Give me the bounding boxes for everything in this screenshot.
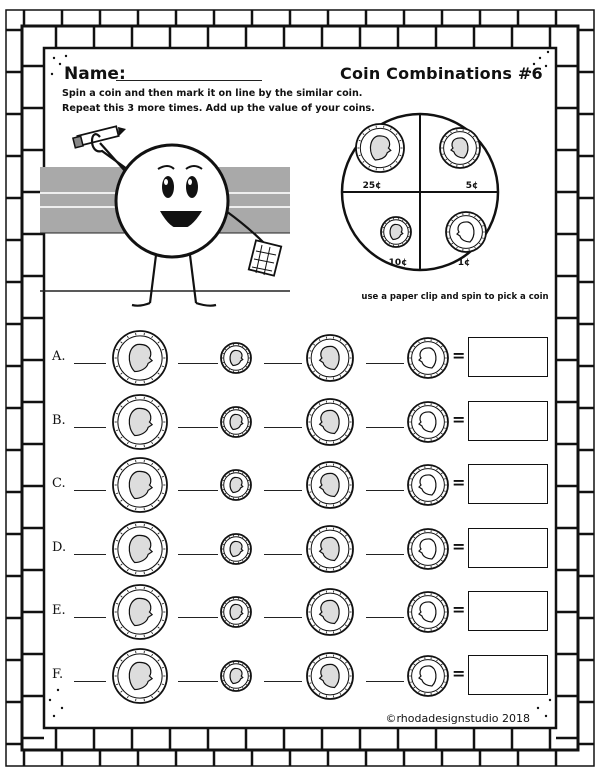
- penny-coin-icon: [408, 656, 448, 696]
- spinner-label-dime: 10¢: [388, 258, 408, 268]
- penny-coin-icon: [446, 212, 486, 252]
- spinner-caption: use a paper clip and spin to pick a coin: [361, 292, 549, 302]
- quarter-coin-icon: [356, 124, 404, 172]
- coin-mascot-illustration: [40, 115, 300, 315]
- instruction-line-2: Repeat this 3 more times. Add up the value of your coins.: [62, 103, 375, 114]
- penny-coin-icon: [408, 465, 448, 505]
- dime-coin-icon: [221, 343, 251, 373]
- spinner-label-nickel: 5¢: [465, 181, 479, 191]
- dime-coin-icon: [381, 217, 411, 247]
- nickel-coin-icon: [307, 589, 353, 635]
- name-label: Name:: [64, 64, 126, 84]
- nickel-coin-icon: [440, 128, 480, 168]
- answer-box[interactable]: [468, 528, 548, 568]
- equals-sign: =: [452, 536, 466, 556]
- dime-coin-icon: [221, 534, 251, 564]
- equals-sign: =: [452, 409, 466, 429]
- spinner-label-quarter: 25¢: [362, 181, 382, 191]
- quarter-coin-icon: [113, 522, 167, 576]
- nickel-coin-icon: [307, 399, 353, 445]
- quarter-coin-icon: [113, 649, 167, 703]
- copyright-text: ©rhodadesignstudio 2018: [385, 712, 530, 725]
- nickel-coin-icon: [307, 653, 353, 699]
- equals-sign: =: [452, 346, 466, 365]
- paper-icon: [249, 240, 281, 275]
- penny-coin-icon: [408, 338, 448, 378]
- row-letter: B.: [52, 412, 66, 428]
- instruction-line-1: Spin a coin and then mark it on line by the similar coin.: [62, 88, 363, 99]
- penny-coin-icon: [408, 402, 448, 442]
- penny-coin-icon: [408, 592, 448, 632]
- row-letter: A.: [52, 349, 66, 364]
- answer-box[interactable]: [468, 464, 548, 504]
- quarter-coin-icon: [113, 331, 167, 385]
- quarter-coin-icon: [113, 395, 167, 449]
- answer-box[interactable]: [468, 655, 548, 695]
- answer-box[interactable]: [468, 591, 548, 631]
- page-title: Coin Combinations #6: [340, 64, 543, 83]
- equals-sign: =: [452, 600, 466, 619]
- nickel-coin-icon: [307, 526, 353, 572]
- penny-coin-icon: [408, 529, 448, 569]
- row-letter: C.: [52, 476, 66, 491]
- dime-coin-icon: [221, 407, 251, 437]
- row-letter: E.: [52, 603, 66, 618]
- dime-coin-icon: [221, 597, 251, 627]
- name-input-line[interactable]: [116, 80, 262, 81]
- quarter-coin-icon: [113, 585, 167, 639]
- answer-box[interactable]: [468, 337, 548, 377]
- nickel-coin-icon: [307, 335, 353, 381]
- equals-sign: =: [452, 663, 466, 683]
- quarter-coin-icon: [113, 458, 167, 512]
- answer-box[interactable]: [468, 401, 548, 441]
- row-letter: F.: [52, 666, 64, 682]
- nickel-coin-icon: [307, 462, 353, 508]
- equals-sign: =: [452, 473, 466, 492]
- dime-coin-icon: [221, 470, 251, 500]
- row-letter: D.: [52, 539, 67, 555]
- spinner-label-penny: 1¢: [457, 258, 471, 268]
- dime-coin-icon: [221, 661, 251, 691]
